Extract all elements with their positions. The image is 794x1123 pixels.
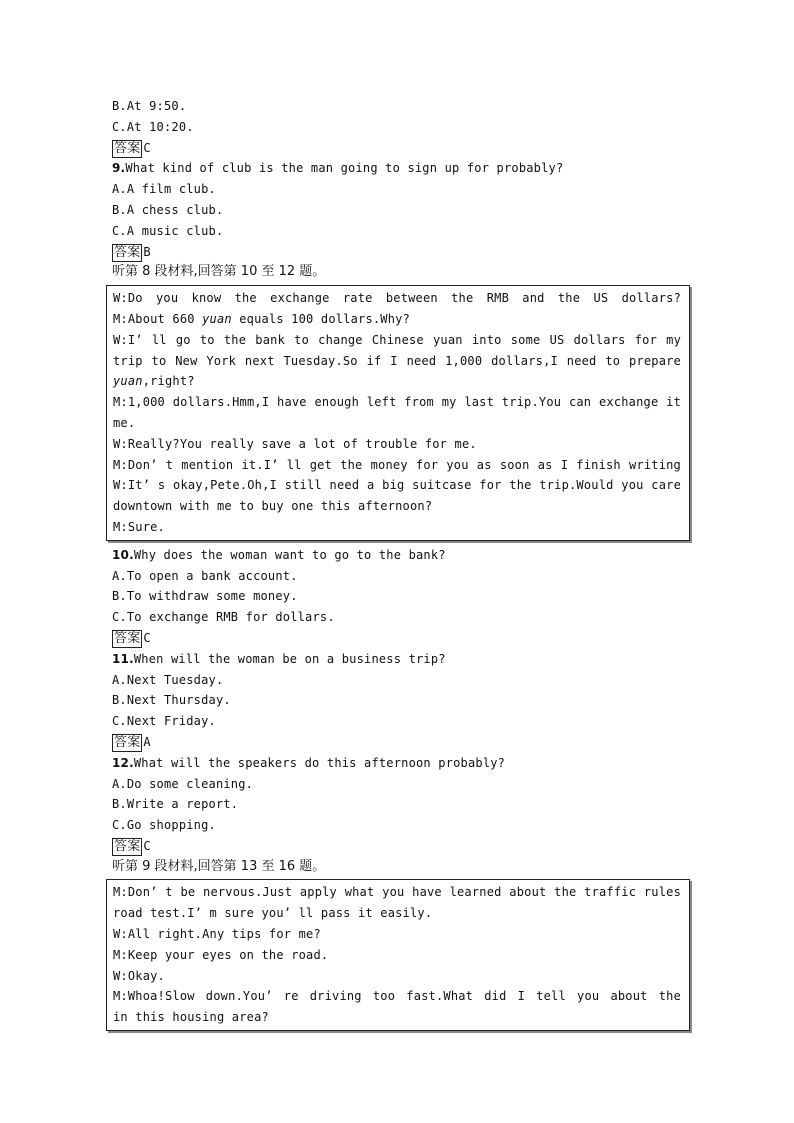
dialogue-line: me. bbox=[113, 415, 136, 430]
question-11 bbox=[112, 649, 692, 670]
option-a-q10: A.To open a bank account. bbox=[112, 568, 298, 583]
dialogue-line: M:Whoa!Slow down.You’ re driving too fast.What did I tell you about the bbox=[113, 989, 681, 1004]
answer-label: 答案 bbox=[114, 140, 141, 156]
dialogue-line: M:Don’ t be nervous.Just apply what you have learned about the traffic rules bbox=[113, 885, 681, 900]
option-c-q8: C.At 10:20. bbox=[112, 119, 194, 134]
option-c-q9: C.A music club. bbox=[112, 223, 224, 238]
section-header-8: 听第 8 段材料,回答第 10 至 12 题。 bbox=[112, 264, 326, 280]
question-12 bbox=[112, 753, 692, 774]
option-b-q8: B.At 9:50. bbox=[112, 99, 187, 113]
dialogue-line: M:Sure. bbox=[113, 519, 165, 534]
answer-label: 答案 bbox=[114, 630, 141, 646]
option-a-q9: A.A film club. bbox=[112, 182, 216, 197]
option-c-q10: C.To exchange RMB for dollars. bbox=[112, 610, 335, 625]
dialogue-line: road test.I’ m sure you’ ll pass it easily. bbox=[113, 906, 433, 921]
dialogue-line: W:Do you know the exchange rate between the RMB and the US dollars? bbox=[113, 291, 681, 306]
question-text: Why does the woman want to go to the bank? bbox=[133, 547, 446, 562]
answer-value: B bbox=[143, 244, 151, 259]
option-b-q9: B.A chess club. bbox=[112, 202, 224, 217]
answer-q12 bbox=[112, 836, 692, 857]
answer-label: 答案 bbox=[114, 244, 141, 260]
dialogue-line: in this housing area? bbox=[113, 1010, 269, 1025]
dialogue-line: W:Really?You really save a lot of trouble for me. bbox=[113, 436, 477, 451]
dialogue-line: W:All right.Any tips for me? bbox=[113, 927, 321, 942]
question-number: 11. bbox=[112, 651, 134, 666]
option-c-q11: C.Next Friday. bbox=[112, 714, 216, 729]
option-a-q11: A.Next Tuesday. bbox=[112, 672, 224, 687]
option-b-q10: B.To withdraw some money. bbox=[112, 589, 298, 604]
section-header-9: 听第 9 段材料,回答第 13 至 16 题。 bbox=[112, 858, 326, 874]
dialogue-line: W:Okay. bbox=[113, 968, 165, 983]
question-10 bbox=[112, 545, 692, 566]
option-c-q12: C.Go shopping. bbox=[112, 818, 216, 833]
dialogue-line: W:It’ s okay,Pete.Oh,I still need a big suitcase for the trip.Would you care bbox=[113, 478, 681, 493]
answer-value: A bbox=[143, 734, 151, 749]
answer-value: C bbox=[143, 630, 151, 645]
dialogue-line: trip to New York next Tuesday.So if I need 1,000 dollars,I need to prepare bbox=[113, 353, 681, 368]
dialogue-line: W:I’ ll go to the bank to change Chinese yuan into some US dollars for my bbox=[113, 332, 681, 347]
dialogue-box-9 bbox=[106, 879, 690, 1031]
answer-q10 bbox=[112, 628, 692, 649]
answer-value: C bbox=[143, 140, 151, 155]
question-9 bbox=[112, 158, 692, 179]
answer-label: 答案 bbox=[114, 734, 141, 750]
answer-q8 bbox=[112, 138, 692, 159]
answer-label: 答案 bbox=[114, 838, 141, 854]
option-b-q12: B.Write a report. bbox=[112, 797, 239, 812]
question-text: What will the speakers do this afternoon probably? bbox=[133, 755, 506, 770]
option-b-q11: B.Next Thursday. bbox=[112, 693, 231, 708]
document-page bbox=[112, 96, 692, 1035]
dialogue-line: M:Don’ t mention it.I’ ll get the money for you as soon as I finish writing bbox=[113, 457, 681, 472]
dialogue-line: downtown with me to buy one this afternoon? bbox=[113, 499, 433, 514]
question-number: 12. bbox=[112, 755, 134, 770]
dialogue-line: M:About 660 yuan equals 100 dollars.Why? bbox=[113, 311, 411, 326]
option-a-q12: A.Do some cleaning. bbox=[112, 776, 254, 791]
dialogue-box-8 bbox=[106, 285, 690, 541]
answer-q11 bbox=[112, 732, 692, 753]
question-number: 9. bbox=[112, 161, 126, 176]
dialogue-line: M:Keep your eyes on the road. bbox=[113, 947, 329, 962]
dialogue-line: yuan,right? bbox=[113, 374, 195, 389]
question-text: What kind of club is the man going to sign up for probably? bbox=[125, 161, 564, 176]
question-number: 10. bbox=[112, 547, 134, 562]
question-text: When will the woman be on a business trip? bbox=[133, 651, 446, 666]
answer-q9 bbox=[112, 242, 692, 263]
answer-value: C bbox=[143, 838, 151, 853]
dialogue-line: M:1,000 dollars.Hmm,I have enough left from my last trip.You can exchange it bbox=[113, 395, 681, 410]
